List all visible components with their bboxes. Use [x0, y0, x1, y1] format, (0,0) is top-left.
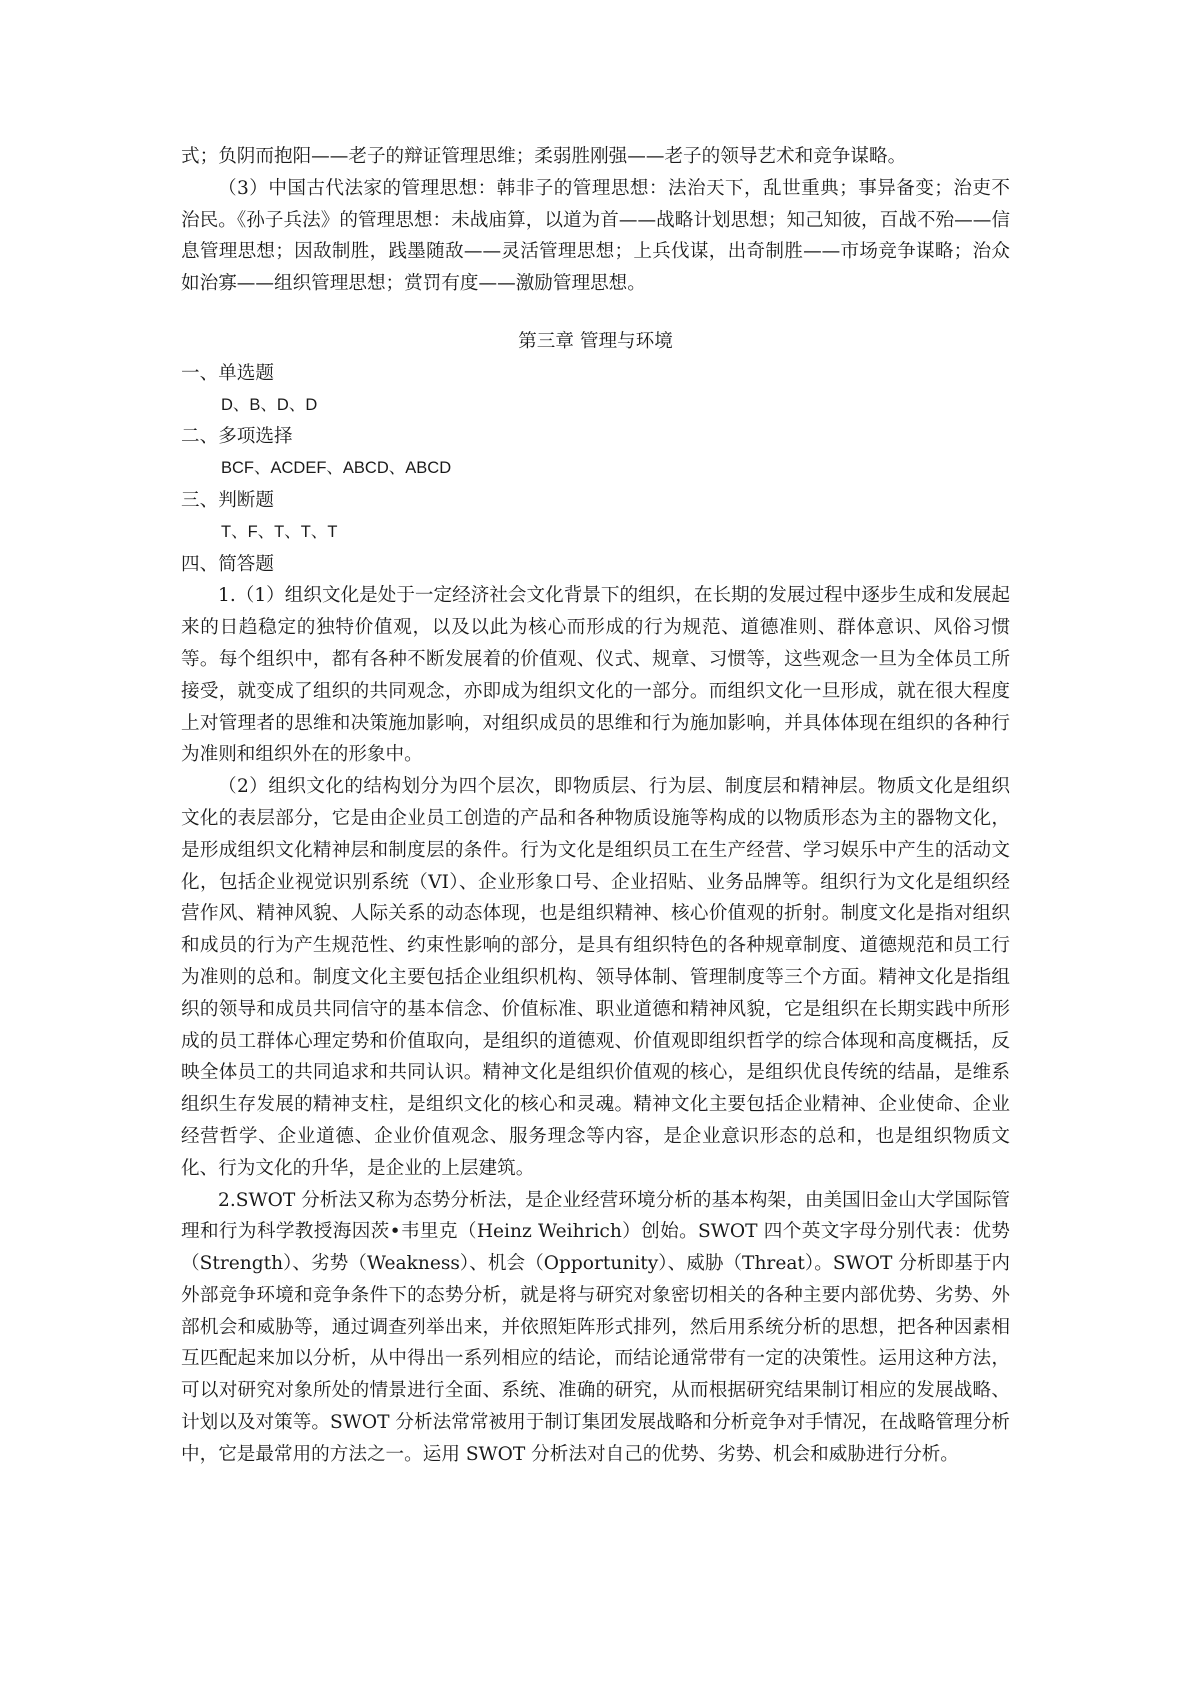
answer-line: T、F、T、T、T	[221, 522, 338, 541]
section-heading: 三、判断题	[181, 489, 274, 511]
page-content	[181, 141, 1010, 1471]
section-heading: 一、单选题	[181, 362, 274, 384]
intro-paragraph-legalist: （3）中国古代法家的管理思想：韩非子的管理思想：法治天下，乱世重典；事异备变；治吏不治民。《孙子兵法》的管理思想：未战庙算，以道为首——战略计划思想；知己知彼，百战不殆——信息管理思想；因敌制胜，践墨随敌——灵活管理思想；上兵伐谋，出奇制胜——市场竞争谋略；治众如治寡——组织管理思想；赏罚有度——激励管理思想。	[181, 177, 1010, 295]
section-multiple-choice	[181, 421, 1010, 485]
short-answer-paragraph-2: （2）组织文化的结构划分为四个层次，即物质层、行为层、制度层和精神层。物质文化是组织文化的表层部分，它是由企业员工创造的产品和各种物质设施等构成的以物质形态为主的器物文化，是形成组织文化精神层和制度层的条件。行为文化是组织员工在生产经营、学习娱乐中产生的活动文化，包括企业视觉识别系统（VI）、企业形象口号、企业招贴、业务品牌等。组织行为文化是组织经营作风、精神风貌、人际关系的动态体现，也是组织精神、核心价值观的折射。制度文化是指对组织和成员的行为产生规范性、约束性影响的部分，是具有组织特色的各种规章制度、道德规范和员工行为准则的总和。制度文化主要包括企业组织机构、领导体制、管理制度等三个方面。精神文化是指组织的领导和成员共同信守的基本信念、价值标准、职业道德和精神风貌，它是组织在长期实践中所形成的员工群体心理定势和价值取向，是组织的道德观、价值观即组织哲学的综合体现和高度概括，反映全体员工的共同追求和共同认识。精神文化是组织价值观的核心，是组织优良传统的结晶，是维系组织生存发展的精神支柱，是组织文化的核心和灵魂。精神文化主要包括企业精神、企业使命、企业经营哲学、企业道德、企业价值观念、服务理念等内容，是企业意识形态的总和，也是组织物质文化、行为文化的升华，是企业的上层建筑。	[181, 776, 1010, 1179]
short-answer-paragraph-3: 2.SWOT 分析法又称为态势分析法，是企业经营环境分析的基本构架，由美国旧金山大学国际管理和行为科学教授海因茨•韦里克（Heinz Weihrich）创始。SWOT 四个英文字母分别代表：优势（Strength）、劣势（Weakness）、机会（Opportunity）、威胁（Threat）。SWOT 分析即基于内外部竞争环境和竞争条件下的态势分析，就是将与研究对象密切相关的各种主要内部优势、劣势、外部机会和威胁等，通过调查列举出来，并依照矩阵形式排列，然后用系统分析的思想，把各种因素相互匹配起来加以分析，从中得出一系列相应的结论，而结论通常带有一定的决策性。运用这种方法，可以对研究对象所处的情景进行全面、系统、准确的研究，从而根据研究结果制订相应的发展战略、计划以及对策等。SWOT 分析法常常被用于制订集团发展战略和分析竞争对手情况，在战略管理分析中，它是最常用的方法之一。运用 SWOT 分析法对自己的优势、劣势、机会和威胁进行分析。	[181, 1189, 1010, 1465]
chapter-title: 第三章 管理与环境	[518, 330, 673, 352]
section-short-answer	[181, 549, 1010, 1471]
answer-line: BCF、ACDEF、ABCD、ABCD	[221, 459, 452, 478]
section-true-false	[181, 485, 1010, 549]
section-single-choice	[181, 358, 1010, 422]
answer-line: D、B、D、D	[221, 395, 318, 414]
section-heading: 二、多项选择	[181, 426, 293, 448]
chapter-3	[181, 326, 1010, 1471]
short-answer-paragraph-1: 1.（1）组织文化是处于一定经济社会文化背景下的组织，在长期的发展过程中逐步生成和发展起来的日趋稳定的独特价值观，以及以此为核心而形成的行为规范、道德准则、群体意识、风俗习惯等。每个组织中，都有各种不断发展着的价值观、仪式、规章、习惯等，这些观念一旦为全体员工所接受，就变成了组织的共同观念，亦即成为组织文化的一部分。而组织文化一旦形成，就在很大程度上对管理者的思维和决策施加影响，对组织成员的思维和行为施加影响，并具体体现在组织的各种行为准则和组织外在的形象中。	[181, 585, 1010, 766]
section-heading: 四、简答题	[181, 553, 274, 575]
intro-paragraph-continuation: 式；负阴而抱阳——老子的辩证管理思维；柔弱胜刚强——老子的领导艺术和竞争谋略。	[181, 146, 907, 167]
